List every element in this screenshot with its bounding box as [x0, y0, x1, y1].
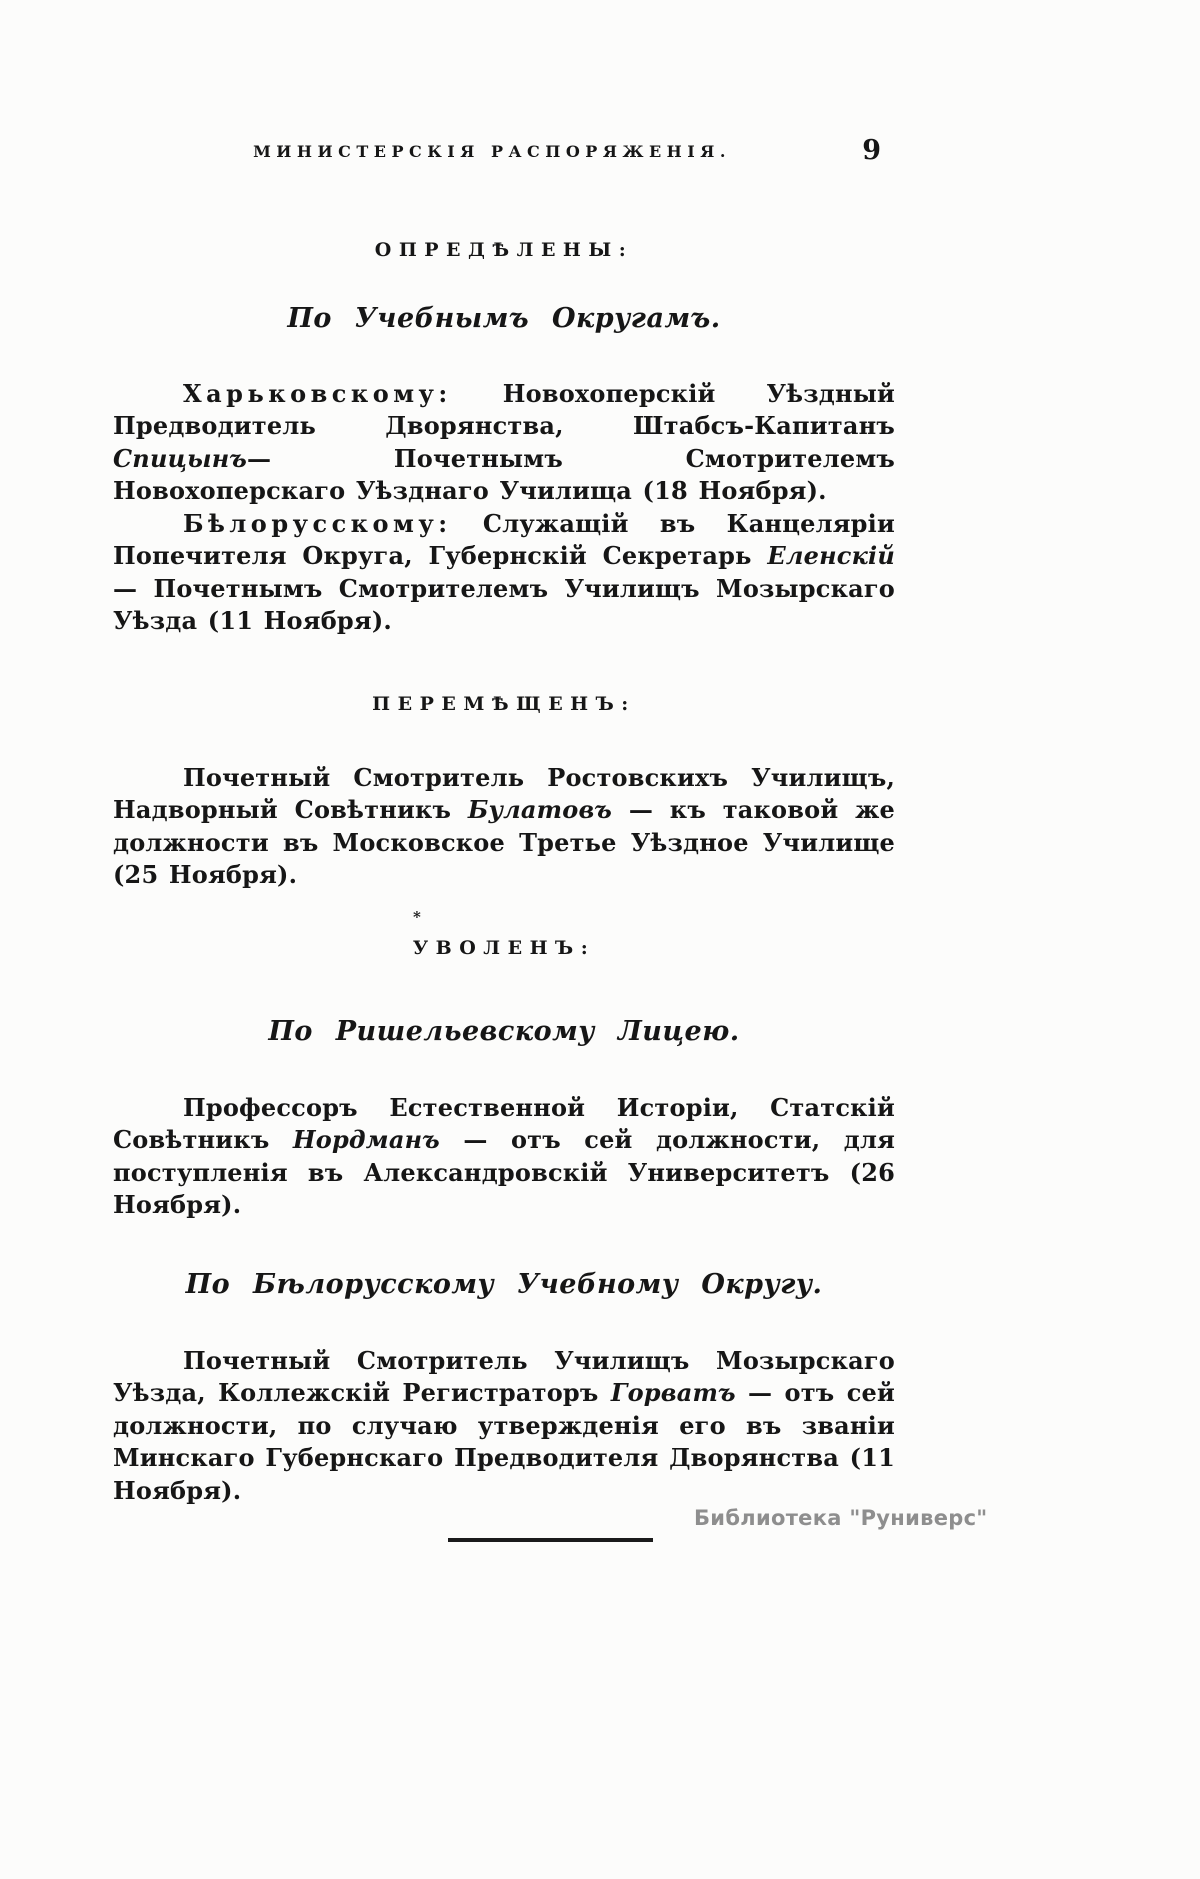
running-head-title: МИНИСТЕРСКІЯ РАСПОРЯЖЕНІЯ. — [253, 142, 731, 161]
appointed-paragraphs — [113, 378, 895, 638]
paragraph-text: Почетный Смотритель Училищъ Мозырскаго Уѣзда, Коллежскій Регистраторъ — [113, 1345, 895, 1408]
paragraph-richelieu — [113, 1092, 895, 1222]
subheading-richelieu-lyceum: По Ришельевскому Лицею. — [268, 1015, 740, 1047]
person-name-gorvat: Горватъ — [610, 1378, 736, 1408]
section-heading-appointed: ОПРЕДѢЛЕНЫ: — [374, 239, 634, 261]
paragraph-belorussian-dismissed — [113, 1345, 895, 1508]
paragraph-text: — къ таковой же должности въ Московское Третье Уѣздное Училище (25 Ноября). — [113, 795, 895, 890]
paragraph-text: — Почетнымъ Смотрителемъ Училищъ Мозырскаго Уѣзда (11 Ноября). — [113, 573, 895, 636]
section-heading-dismissed: УВОЛЕНЪ: — [412, 936, 596, 959]
district-lead-kharkov: Харьковскому: — [183, 378, 452, 408]
paragraph-transferred — [113, 762, 895, 892]
library-watermark: Библиотека "Руниверс" — [694, 1506, 988, 1530]
subheading-educational-districts: По Учебнымъ Округамъ. — [287, 302, 721, 334]
paragraph-text: Профессоръ Естественной Исторіи, Статскій Совѣтникъ — [113, 1092, 895, 1155]
section-heading-transferred: ПЕРЕМѢЩЕНЪ: — [372, 692, 636, 715]
paragraph-text: Новохоперскій Уѣздный Предводитель Дворянства, Штабсъ-Капитанъ — [113, 378, 895, 441]
page-number: 9 — [862, 135, 881, 166]
separator-asterisk: * — [413, 907, 421, 926]
section-end-rule — [448, 1538, 653, 1542]
paragraph-belorussian-district — [113, 508, 895, 638]
person-name-bulatov: Булатовъ — [467, 795, 613, 825]
paragraph-text: Почетный Смотритель Ростовскихъ Училищъ, Надворный Совѣтникъ — [113, 762, 895, 825]
person-name-elensky: Еленскій — [767, 541, 895, 571]
paragraph-text: Служащій въ Канцеляріи Попечителя Округа, Губернскій Секретарь — [113, 508, 895, 571]
subheading-belorussian-district: По Бѣлорусскому Учебному Округу. — [185, 1268, 823, 1300]
paragraph-text: — Почетнымъ Смотрителемъ Новохоперскаго Уѣзднаго Училища (18 Ноября). — [113, 443, 895, 506]
page-content — [113, 0, 895, 1542]
paragraph-text: — отъ сей должности, для поступленія въ Александровскій Университетъ (26 Ноября). — [113, 1125, 895, 1220]
paragraph-kharkov-district — [113, 378, 895, 508]
person-name-nordman: Нордманъ — [292, 1125, 440, 1155]
district-lead-belorussian: Бѣлорусскому: — [183, 508, 452, 538]
person-name-spitsyn: Спицынъ — [113, 443, 248, 473]
paragraph-text: — отъ сей должности, по случаю утвержденія его въ званіи Минскаго Губернскаго Предводителя Дворянства (11 Ноября). — [113, 1378, 895, 1505]
